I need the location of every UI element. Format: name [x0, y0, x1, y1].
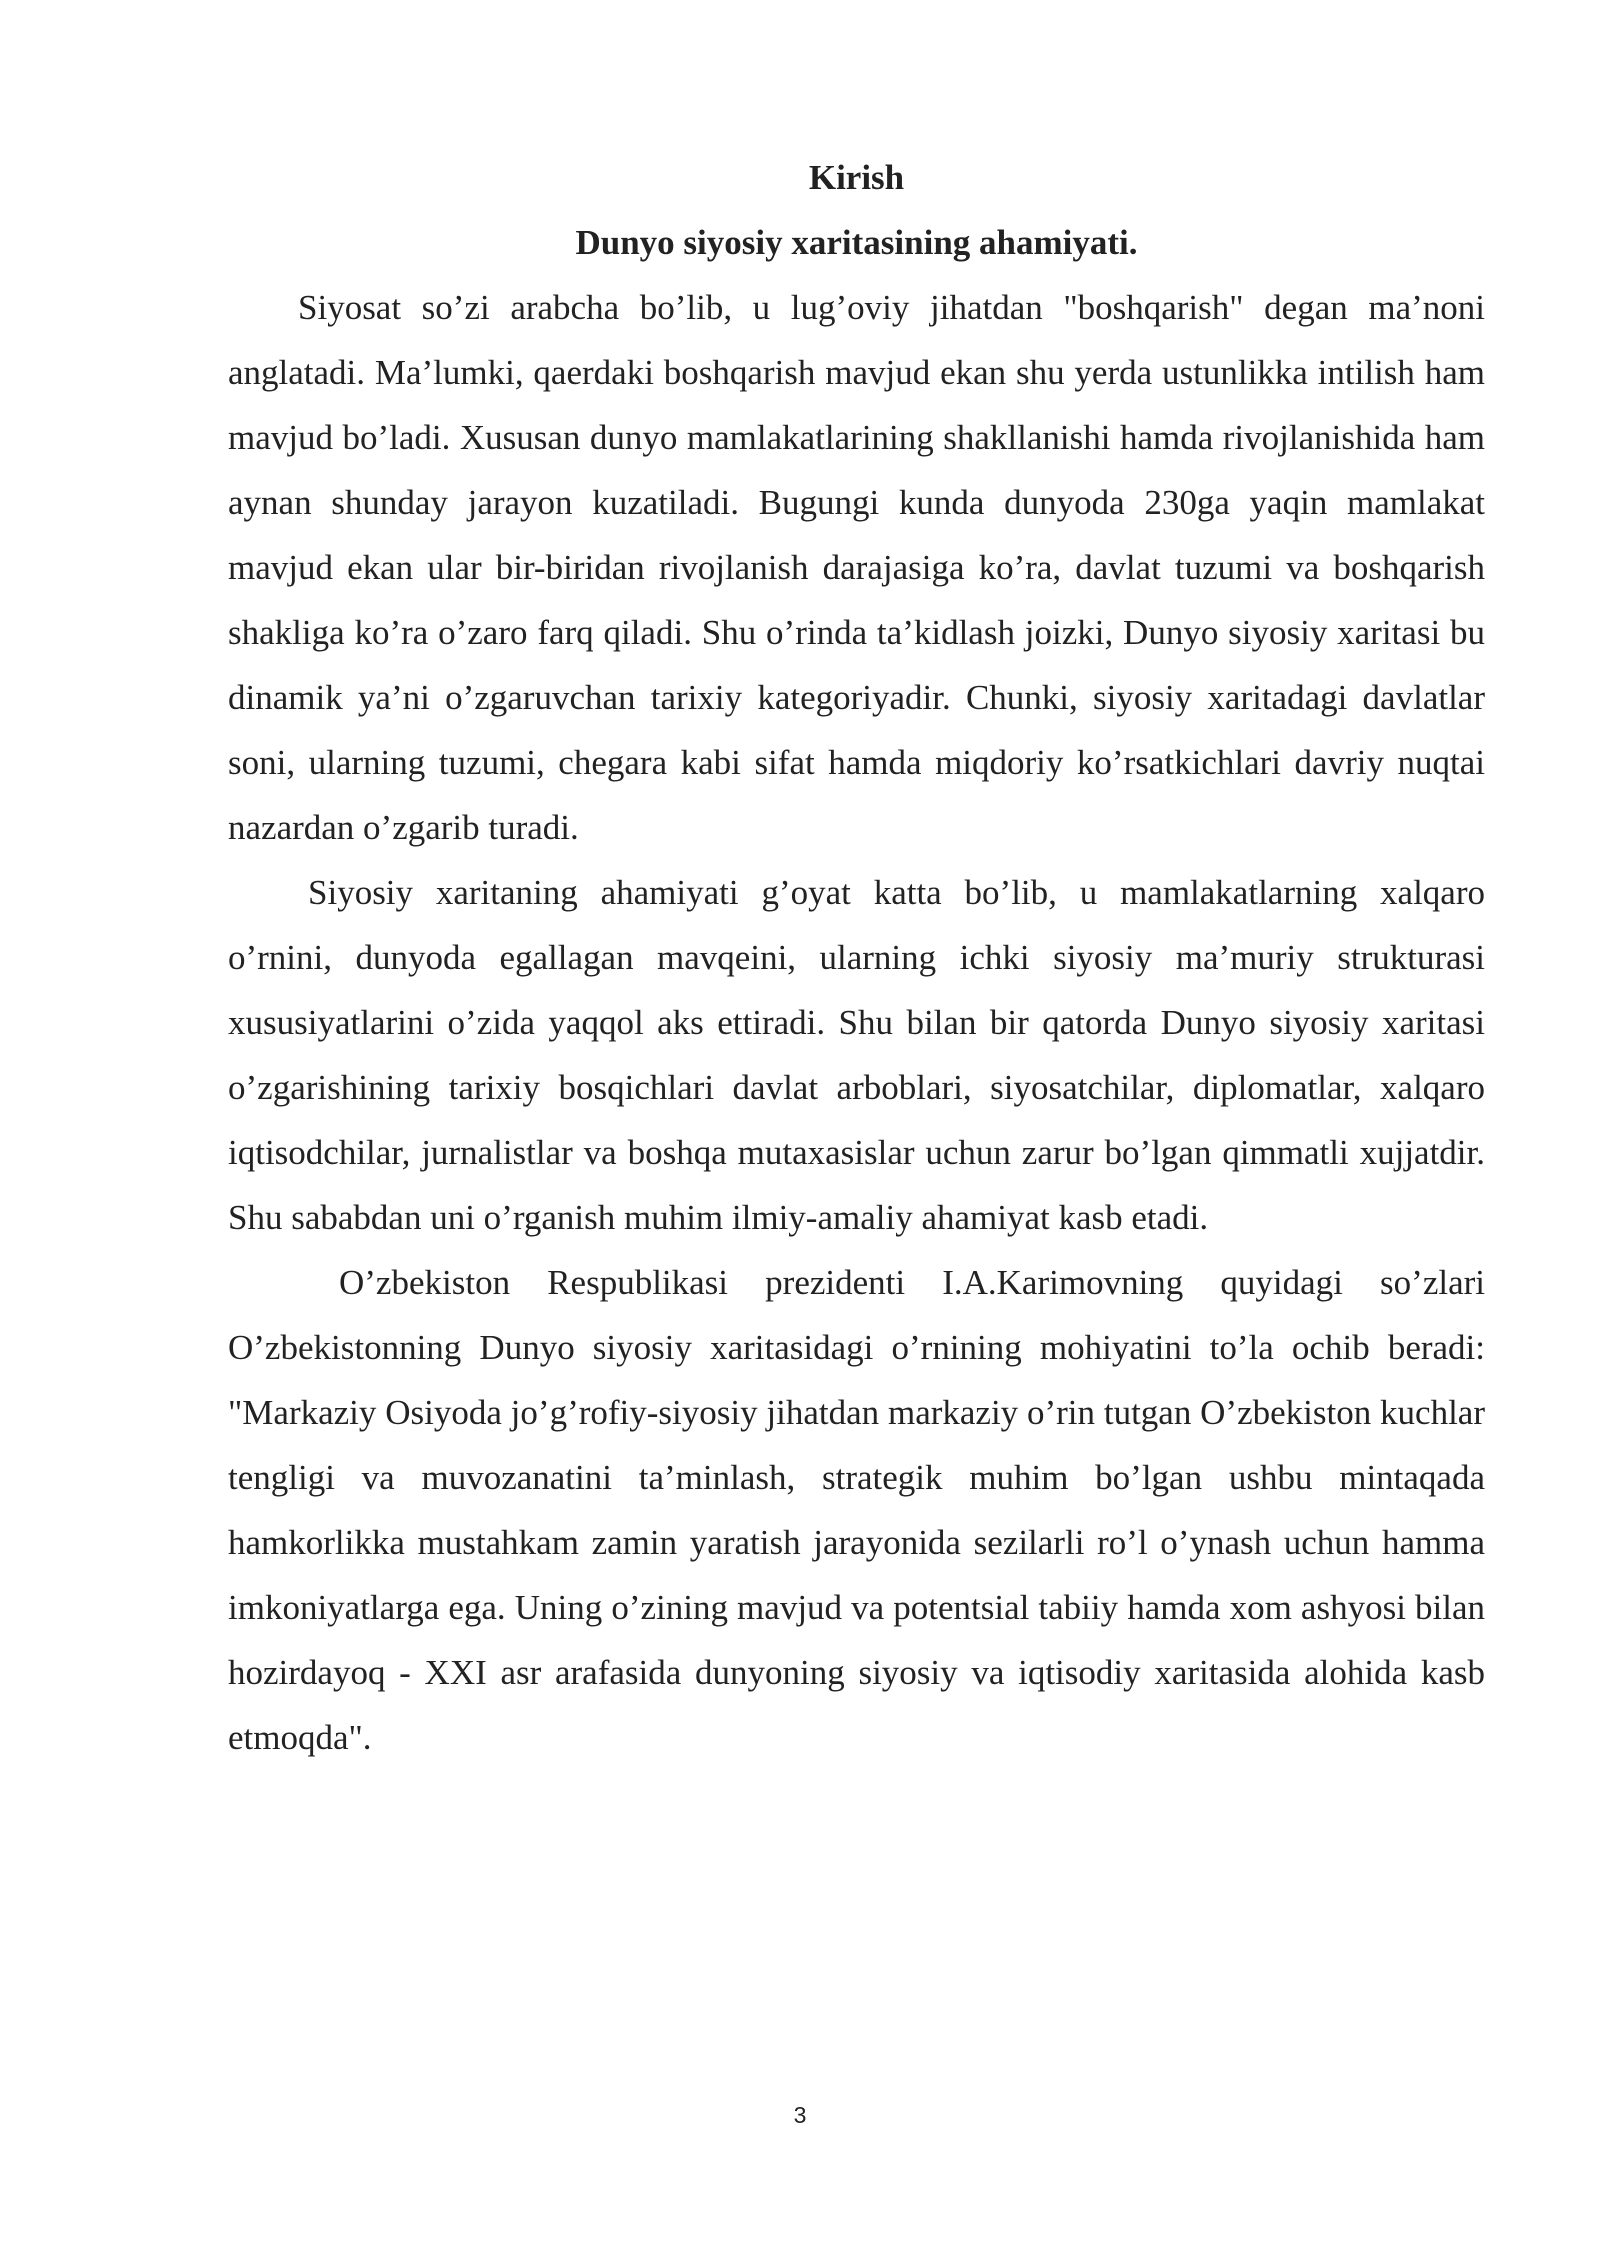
paragraph-3: O’zbekiston Respublikasi prezidenti I.A.Karimovning quyidagi so’zlari O’zbekistonning Dunyo siyosiy xaritasidagi o’rnining mohiyatini to’la ochib beradi: "Markaziy Osiyoda jo’g’rofiy-siyosiy jihatdan markaziy o’rin tutgan O’zbekiston kuchlar tengligi va muvozanatini ta’minlash, strategik muhim bo’lgan ushbu mintaqada hamkorlikka mustahkam zamin yaratish jarayonida sezilarli ro’l o’ynash uchun hamma imkoniyatlarga ega. Uning o’zining mavjud va potentsial tabiiy hamda xom ashyosi bilan hozirdayoq - XXI asr arafasida dunyoning siyosiy va iqtisodiy xaritasida alohida kasb etmoqda".	[228, 1263, 1485, 1757]
section-heading: Dunyo siyosiy xaritasining ahamiyati.	[575, 223, 1138, 262]
paragraph-1: Siyosat so’zi arabcha bo’lib, u lug’oviy jihatdan "boshqarish" degan ma’noni anglatadi. Ma’lumki, qaerdaki boshqarish mavjud ekan shu yerda ustunlikka intilish ham mavjud bo’ladi. Xususan dunyo mamlakatlarining shakllanishi hamda rivojlanishida ham aynan shunday jarayon kuzatiladi. Bugungi kunda dunyoda 230ga yaqin mamlakat mavjud ekan ular bir-biridan rivojlanish darajasiga ko’ra, davlat tuzumi va boshqarish shakliga ko’ra o’zaro farq qiladi. Shu o’rinda ta’kidlash joizki, Dunyo siyosiy xaritasi bu dinamik ya’ni o’zgaruvchan tarixiy kategoriyadir. Chunki, siyosiy xaritadagi davlatlar soni, ularning tuzumi, chegara kabi sifat hamda miqdoriy ko’rsatkichlari davriy nuqtai nazardan o’zgarib turadi.	[228, 288, 1485, 847]
page-content	[228, 145, 1485, 1770]
page-title: Kirish	[808, 158, 905, 197]
page-number: 3	[793, 2102, 807, 2128]
paragraph-2: Siyosiy xaritaning ahamiyati g’oyat katta bo’lib, u mamlakatlarning xalqaro o’rnini, dunyoda egallagan mavqeini, ularning ichki siyosiy ma’muriy strukturasi xususiyatlarini o’zida yaqqol aks ettiradi. Shu bilan bir qatorda Dunyo siyosiy xaritasi o’zgarishining tarixiy bosqichlari davlat arboblari, siyosatchilar, diplomatlar, xalqaro iqtisodchilar, jurnalistlar va boshqa mutaxasislar uchun zarur bo’lgan qimmatli xujjatdir. Shu sababdan uni o’rganish muhim ilmiy-amaliy ahamiyat kasb etadi.	[228, 873, 1485, 1237]
